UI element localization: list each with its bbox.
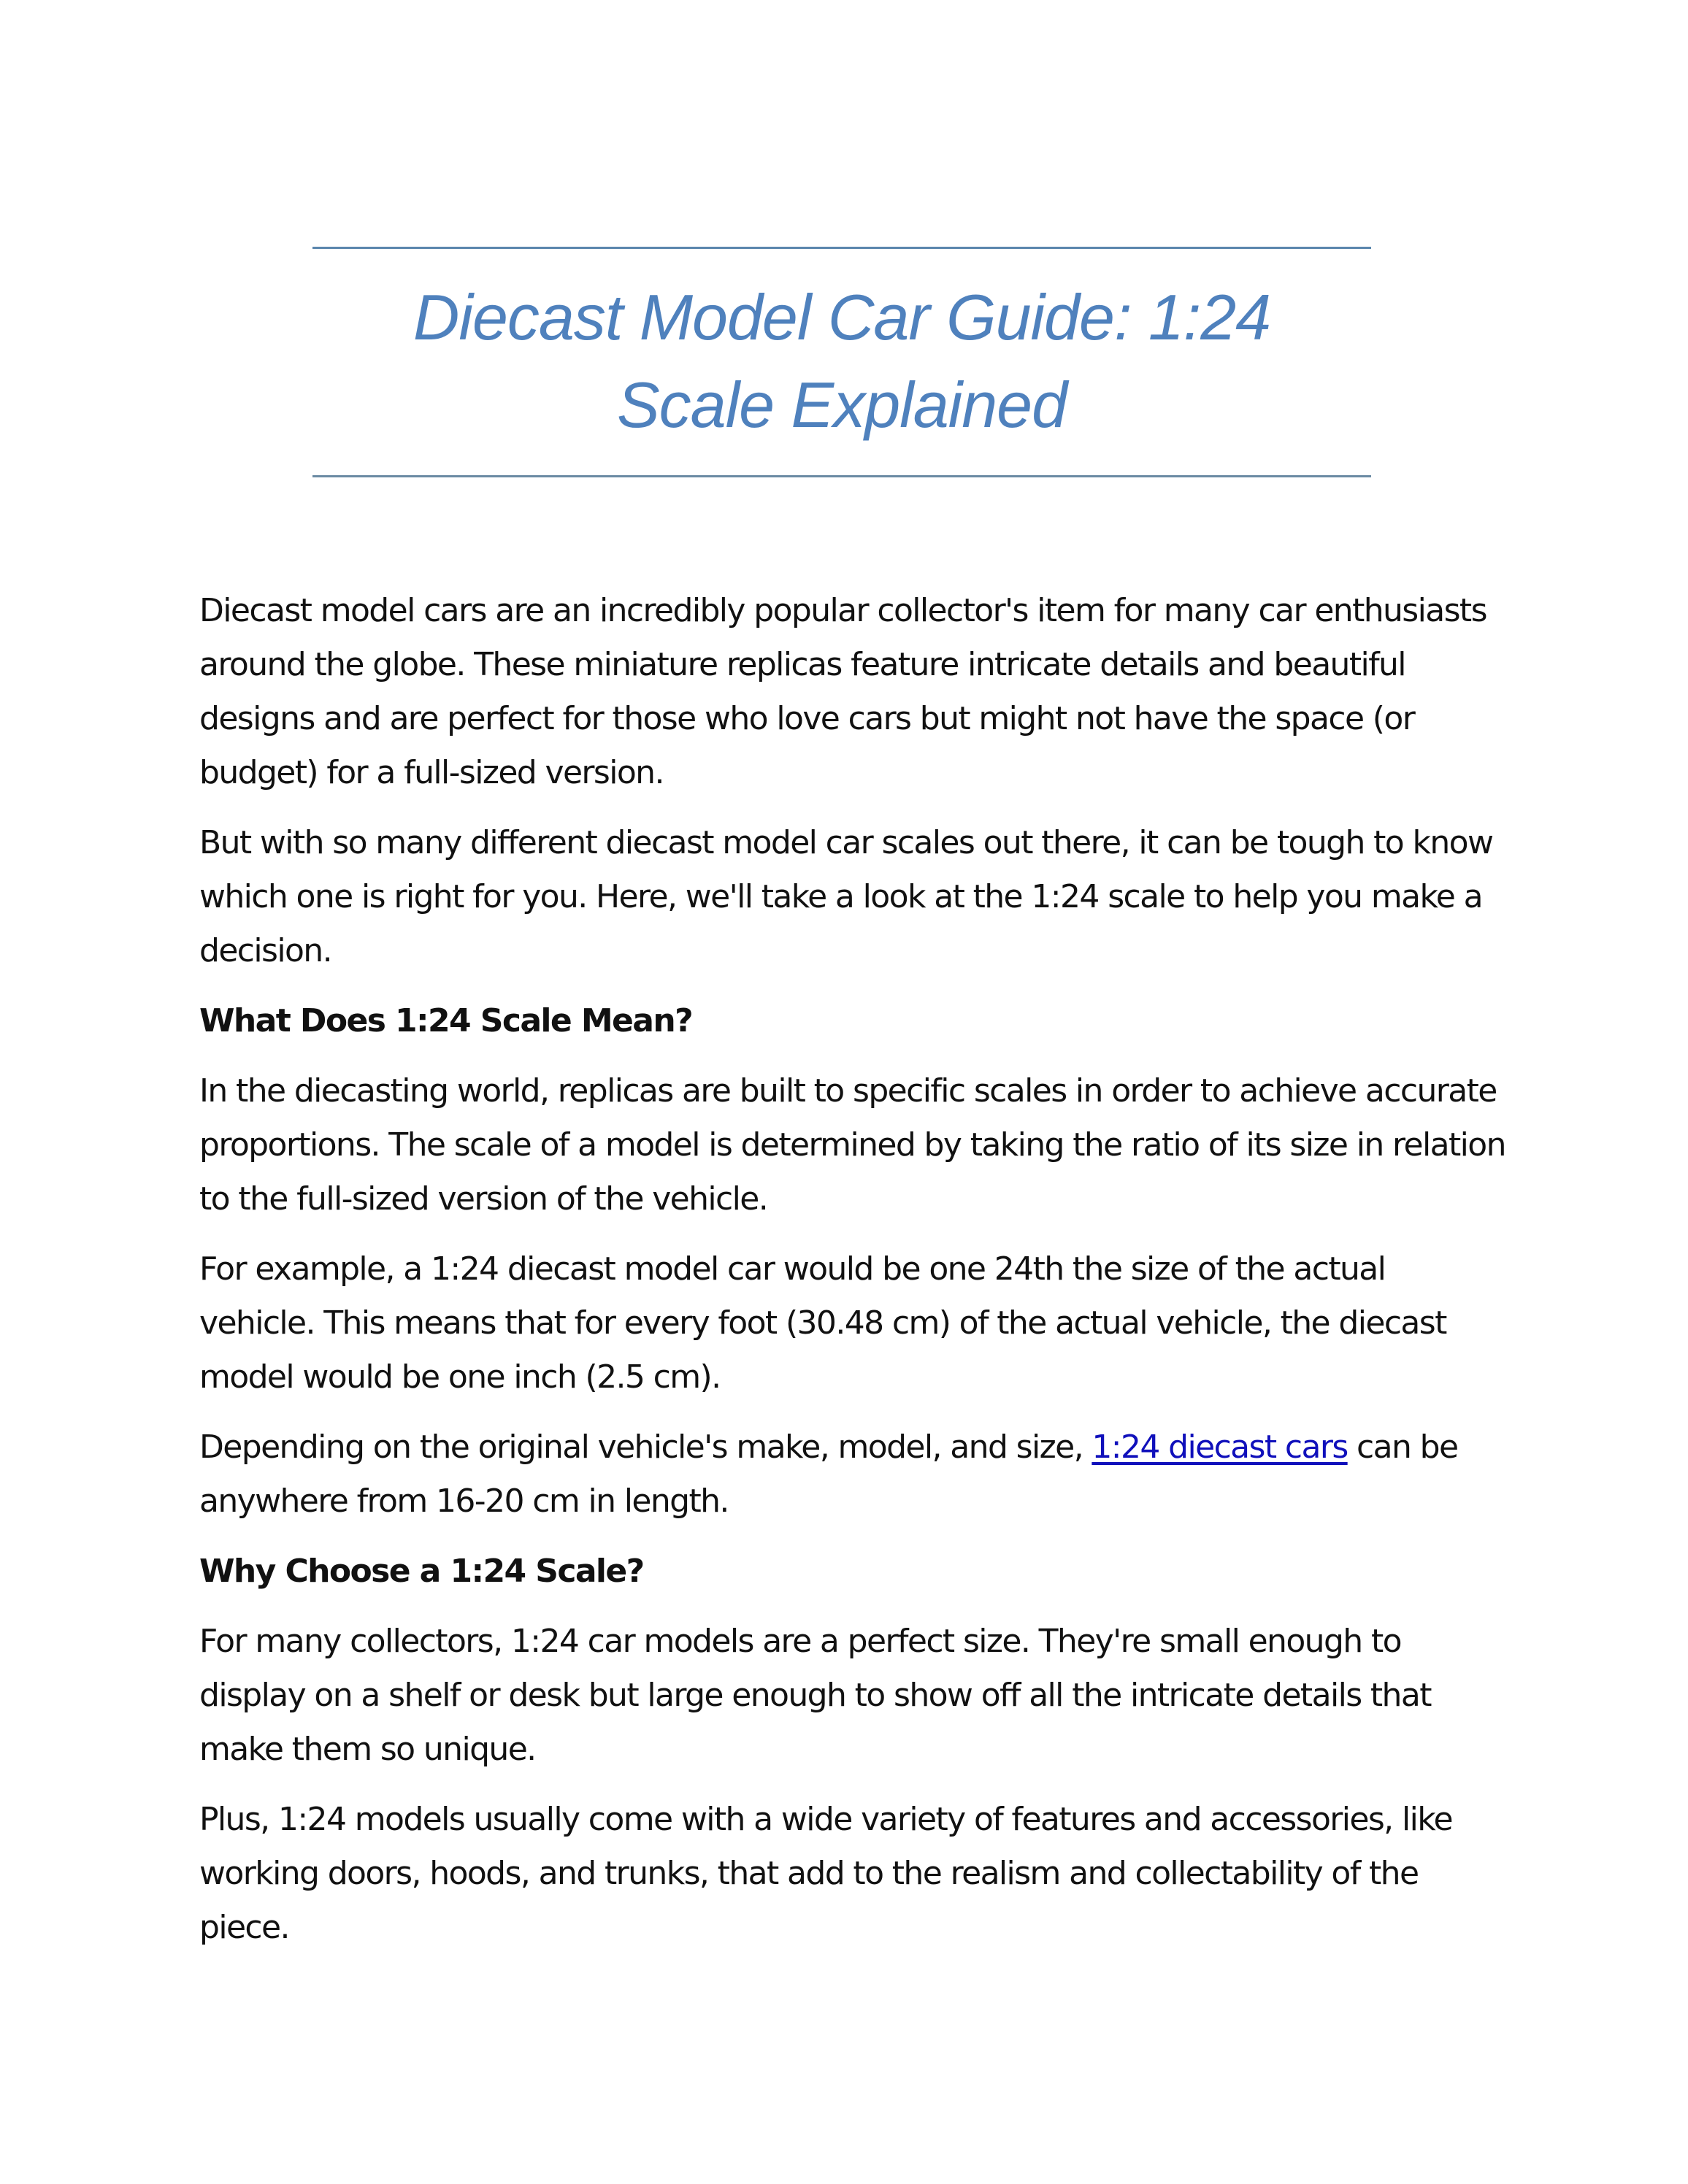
why-choose-paragraph-1: For many collectors, 1:24 car models are a perfect size. They're small enough to display on a shelf or desk but large enough to show off all the intricate details that make them so unique. bbox=[199, 1623, 1431, 1768]
diecast-cars-link[interactable]: 1:24 diecast cars bbox=[1092, 1429, 1348, 1466]
scale-meaning-paragraph-3 bbox=[199, 1420, 1506, 1529]
link-paragraph-after: can be anywhere from 16-20 cm in length. bbox=[199, 1429, 1458, 1520]
page-title bbox=[312, 249, 1371, 475]
section-heading-scale-meaning: What Does 1:24 Scale Mean? bbox=[199, 1002, 693, 1039]
title-block bbox=[312, 247, 1371, 477]
title-line-2: Scale Explained bbox=[616, 369, 1067, 441]
section-heading-why-choose: Why Choose a 1:24 Scale? bbox=[199, 1553, 644, 1590]
scale-meaning-paragraph-1: In the diecasting world, replicas are built to specific scales in order to achieve accurate proportions. The scale of a model is determined by taking the ratio of its size in relation to the full-sized version of the vehicle. bbox=[199, 1072, 1505, 1218]
link-paragraph-before: Depending on the original vehicle's make, model, and size, bbox=[199, 1429, 1092, 1466]
title-bottom-rule bbox=[312, 475, 1371, 477]
intro-paragraph-2: But with so many different diecast model car scales out there, it can be tough to know which one is right for you. Here, we'll take a look at the 1:24 scale to help you make a decision. bbox=[199, 824, 1493, 969]
intro-paragraph-1: Diecast model cars are an incredibly popular collector's item for many car enthusiasts around the globe. These miniature replicas feature intricate details and beautiful designs and are perfect for those who love cars but might not have the space (or budget) for a full-sized version. bbox=[199, 592, 1486, 791]
title-line-1: Diecast Model Car Guide: 1:24 bbox=[413, 281, 1271, 353]
scale-meaning-paragraph-2: For example, a 1:24 diecast model car would be one 24th the size of the actual vehicle. This means that for every foot (30.48 cm) of the actual vehicle, the diecast model would be one inch (2.5 cm). bbox=[199, 1250, 1446, 1396]
why-choose-paragraph-2: Plus, 1:24 models usually come with a wide variety of features and accessories, like working doors, hoods, and trunks, that add to the realism and collectability of the piece. bbox=[199, 1801, 1452, 1946]
article-body bbox=[199, 584, 1506, 1971]
